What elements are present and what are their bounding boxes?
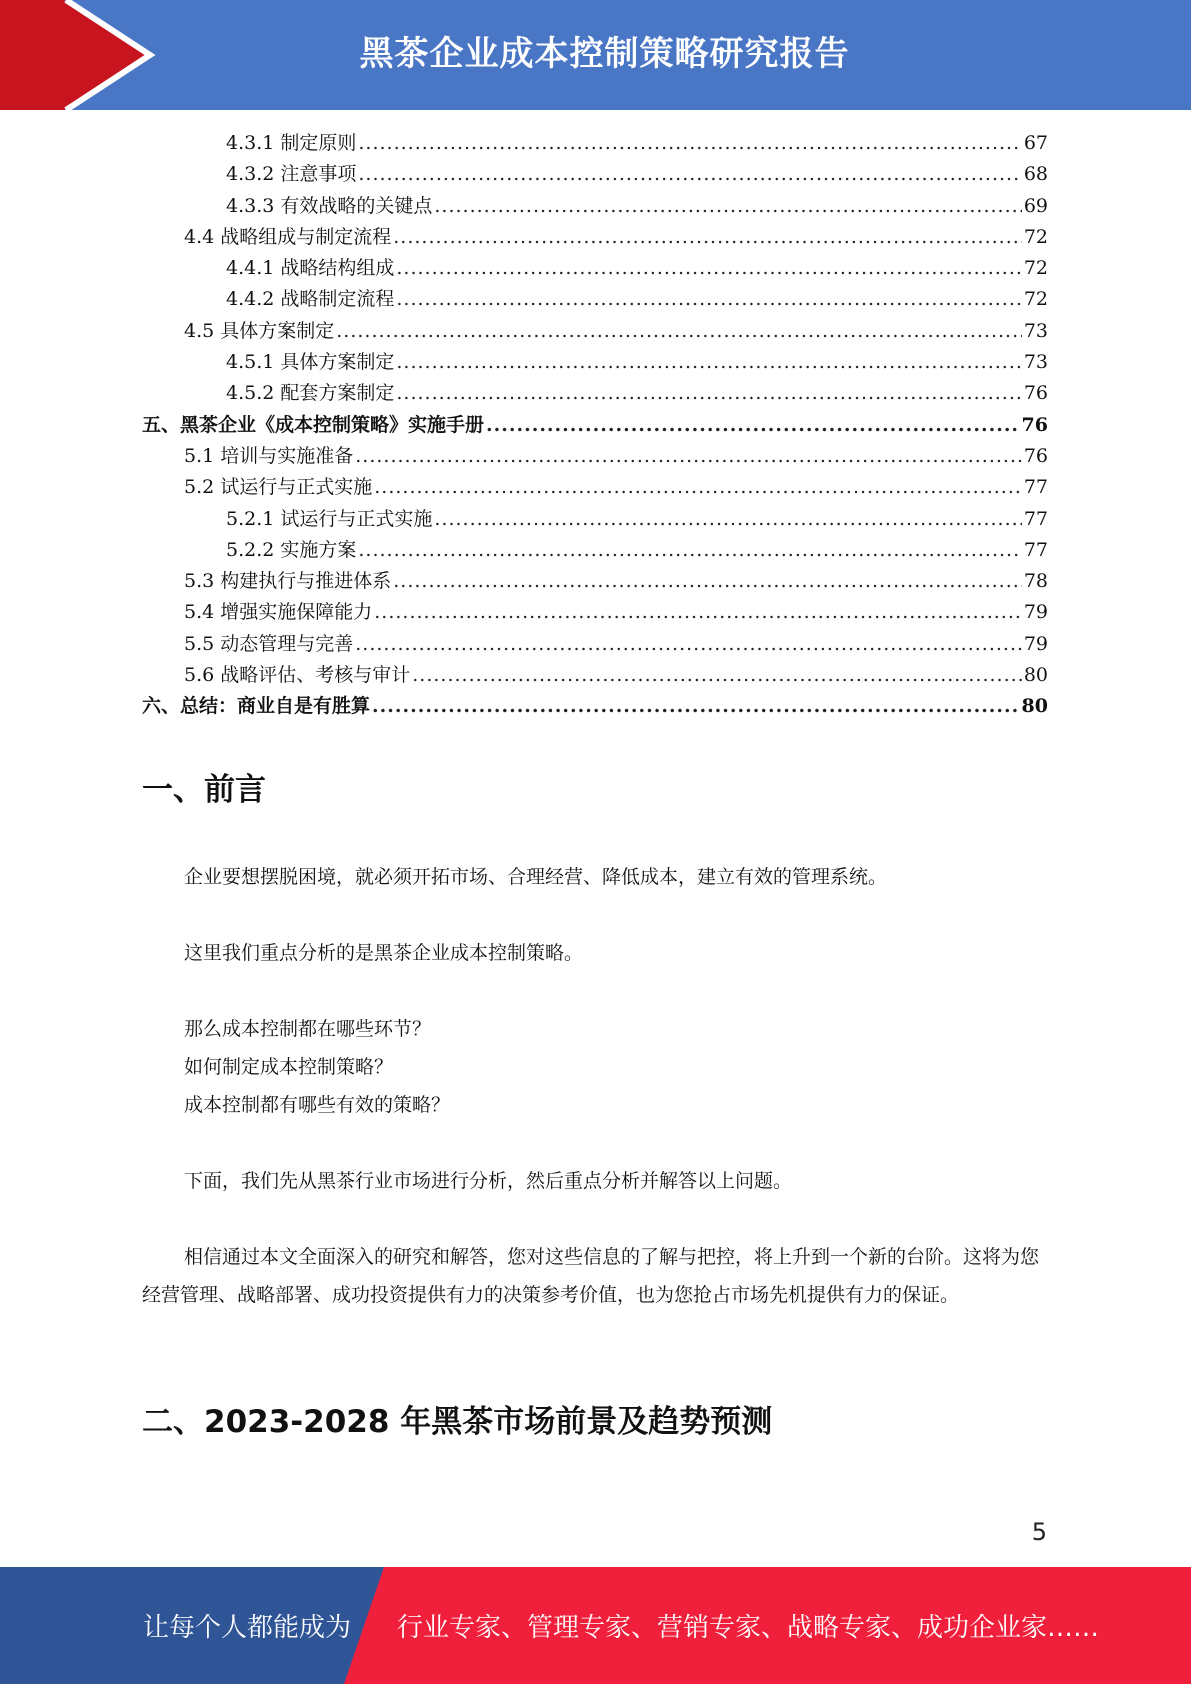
- toc-entry-title: 4.5.1 具体方案制定: [226, 351, 395, 374]
- toc-entry[interactable]: [142, 191, 1048, 222]
- toc-entry-page: 77: [1023, 538, 1048, 561]
- toc-entry-page: 72: [1023, 225, 1048, 248]
- toc-leader-dots: [358, 159, 1021, 190]
- toc-leader-dots: [434, 191, 1021, 222]
- toc-entry[interactable]: [142, 347, 1048, 378]
- toc-leader-dots: [486, 410, 1020, 441]
- toc-entry[interactable]: [142, 691, 1048, 722]
- body-paragraph: 企业要想摆脱困境，就必须开拓市场、合理经营、降低成本，建立有效的管理系统。: [184, 866, 888, 888]
- footer-slogan-left: 让每个人都能成为: [143, 1613, 352, 1643]
- toc-entry-page: 73: [1023, 351, 1048, 374]
- toc-leader-dots: [374, 597, 1022, 628]
- toc-entry-title: 5.5 动态管理与完善: [184, 632, 354, 655]
- toc-entry-title: 4.5.2 配套方案制定: [226, 382, 395, 405]
- body-paragraph: 相信通过本文全面深入的研究和解答，您对这些信息的了解与把控，将上升到一个新的台阶。这将为您经营管理、战略部署、成功投资提供有力的决策参考价值，也为您抢占市场先机提供有力的保证。: [142, 1246, 1040, 1306]
- toc-entry-title: 5.2.1 试运行与正式实施: [226, 507, 433, 530]
- body-paragraph: 那么成本控制都在哪些环节？: [184, 1018, 432, 1040]
- toc-entry[interactable]: [142, 504, 1048, 535]
- toc-entry-page: 76: [1023, 382, 1048, 405]
- toc-entry[interactable]: [142, 128, 1048, 159]
- toc-entry-page: 68: [1023, 163, 1048, 186]
- toc-entry-page: 78: [1023, 570, 1048, 593]
- toc-entry[interactable]: [142, 566, 1048, 597]
- table-of-contents: [142, 128, 1048, 723]
- toc-entry-page: 80: [1021, 695, 1048, 718]
- toc-leader-dots: [336, 316, 1022, 347]
- toc-leader-dots: [396, 253, 1021, 284]
- page-footer: [0, 1567, 1191, 1684]
- toc-entry-title: 5.3 构建执行与推进体系: [184, 570, 392, 593]
- toc-entry-title: 4.5 具体方案制定: [184, 319, 335, 342]
- page-header: [0, 0, 1191, 110]
- toc-entry[interactable]: [142, 253, 1048, 284]
- toc-entry[interactable]: [142, 284, 1048, 315]
- toc-entry-title: 五、黑茶企业《成本控制策略》实施手册: [142, 413, 485, 436]
- toc-entry[interactable]: [142, 535, 1048, 566]
- toc-entry[interactable]: [142, 597, 1048, 628]
- toc-entry-title: 5.2.2 实施方案: [226, 538, 357, 561]
- toc-leader-dots: [372, 691, 1020, 722]
- toc-entry[interactable]: [142, 441, 1048, 472]
- toc-entry-page: 80: [1023, 664, 1048, 687]
- toc-entry-page: 77: [1023, 507, 1048, 530]
- toc-leader-dots: [412, 660, 1022, 691]
- toc-leader-dots: [393, 566, 1022, 597]
- toc-entry-title: 5.2 试运行与正式实施: [184, 476, 373, 499]
- toc-leader-dots: [434, 504, 1021, 535]
- toc-leader-dots: [393, 222, 1022, 253]
- section-heading-market-forecast: 二、2023-2028 年黑茶市场前景及趋势预测: [142, 1404, 773, 1440]
- toc-entry[interactable]: [142, 222, 1048, 253]
- toc-entry-page: 73: [1023, 319, 1048, 342]
- toc-entry-title: 4.4 战略组成与制定流程: [184, 225, 392, 248]
- toc-entry[interactable]: [142, 410, 1048, 441]
- toc-entry-page: 76: [1023, 444, 1048, 467]
- toc-entry-title: 5.6 战略评估、考核与审计: [184, 664, 411, 687]
- toc-leader-dots: [396, 378, 1021, 409]
- page-number: 5: [1031, 1518, 1047, 1546]
- toc-entry-title: 5.1 培训与实施准备: [184, 444, 354, 467]
- toc-leader-dots: [358, 535, 1021, 566]
- toc-entry-page: 69: [1023, 194, 1048, 217]
- body-paragraph: 这里我们重点分析的是黑茶企业成本控制策略。: [184, 942, 584, 964]
- toc-entry-title: 4.4.2 战略制定流程: [226, 288, 395, 311]
- toc-entry-page: 79: [1023, 601, 1048, 624]
- toc-entry-page: 72: [1023, 288, 1048, 311]
- toc-entry[interactable]: [142, 316, 1048, 347]
- footer-slogan-right: 行业专家、管理专家、营销专家、战略专家、成功企业家……: [397, 1613, 1100, 1643]
- toc-leader-dots: [355, 441, 1022, 472]
- toc-entry-page: 67: [1023, 132, 1048, 154]
- toc-leader-dots: [374, 472, 1022, 503]
- toc-entry[interactable]: [142, 472, 1048, 503]
- section-heading-preface: 一、前言: [142, 772, 266, 808]
- toc-entry[interactable]: [142, 378, 1048, 409]
- body-paragraph: 如何制定成本控制策略？: [184, 1056, 394, 1078]
- toc-leader-dots: [358, 128, 1021, 159]
- toc-entry-page: 77: [1023, 476, 1048, 499]
- toc-entry-title: 六、总结：商业自是有胜算: [142, 695, 371, 718]
- toc-entry[interactable]: [142, 629, 1048, 660]
- body-paragraph: 成本控制都有哪些有效的策略？: [184, 1094, 451, 1116]
- toc-entry-page: 79: [1023, 632, 1048, 655]
- toc-entry-title: 4.3.1 制定原则: [226, 132, 357, 154]
- toc-entry-page: 72: [1023, 257, 1048, 280]
- toc-entry-title: 4.4.1 战略结构组成: [226, 257, 395, 280]
- toc-entry-title: 4.3.2 注意事项: [226, 163, 357, 186]
- body-paragraph: 下面，我们先从黑茶行业市场进行分析，然后重点分析并解答以上问题。: [184, 1170, 793, 1192]
- toc-entry[interactable]: [142, 660, 1048, 691]
- toc-leader-dots: [396, 284, 1021, 315]
- toc-entry-title: 5.4 增强实施保障能力: [184, 601, 373, 624]
- toc-leader-dots: [396, 347, 1021, 378]
- header-title: 黑茶企业成本控制策略研究报告: [359, 34, 850, 74]
- toc-entry-title: 4.3.3 有效战略的关键点: [226, 194, 433, 217]
- toc-leader-dots: [355, 629, 1022, 660]
- toc-entry-page: 76: [1021, 413, 1048, 436]
- toc-entry[interactable]: [142, 159, 1048, 190]
